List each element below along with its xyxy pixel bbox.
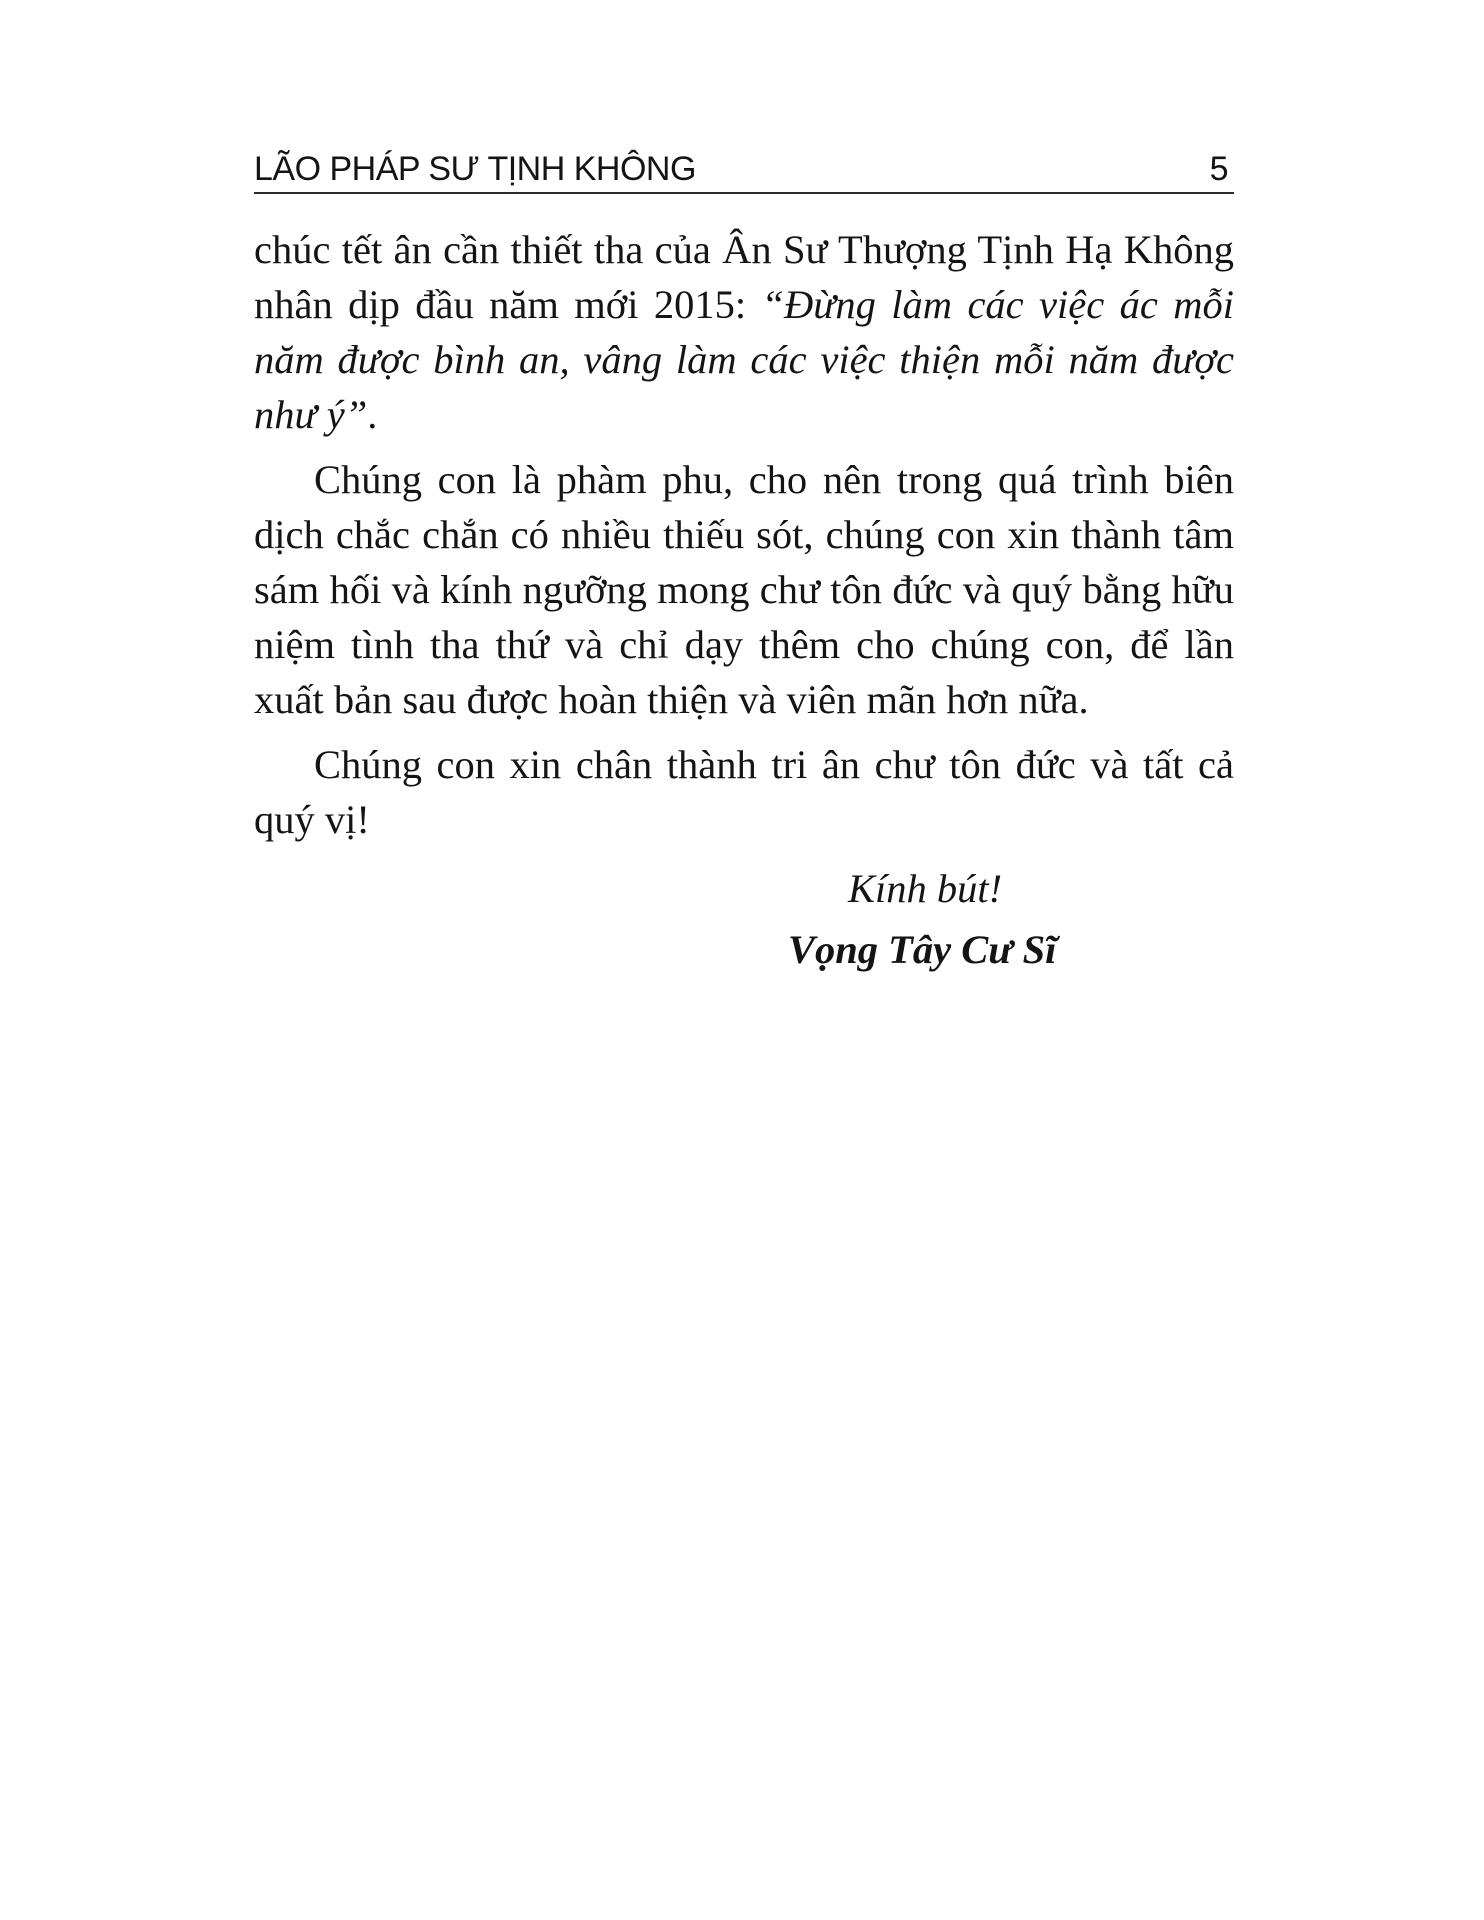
page-number: 5 (1209, 150, 1228, 188)
paragraph-1-end: . (367, 392, 378, 437)
running-header (254, 140, 1234, 194)
signature: Vọng Tây Cư Sĩ (788, 927, 1057, 972)
new-year-quote: “Đừng làm các việc ác mỗi năm được bình an, vâng làm các việc thiện mỗi năm được như ý” (254, 282, 1235, 437)
paragraph-1 (254, 222, 1234, 442)
header-title: LÃO PHÁP SƯ TỊNH KHÔNG (254, 150, 696, 188)
signoff: Kính bút! (848, 866, 1003, 911)
document-page (254, 140, 1234, 977)
paragraph-1-lead: chúc tết ân cần thiết tha của Ân Sư Thượng Tịnh Hạ Không nhân dịp đầu năm mới 2015: (254, 227, 1234, 327)
paragraph-3: Chúng con xin chân thành tri ân chư tôn đức và tất cả quý vị! (254, 742, 1234, 842)
paragraph-2: Chúng con là phàm phu, cho nên trong quá trình biên dịch chắc chắn có nhiều thiếu sót, chúng con xin thành tâm sám hối và kính ngưỡng mong chư tôn đức và quý bằng hữu niệm tình tha thứ và chỉ dạy thêm cho chúng con, để lần xuất bản sau được hoàn thiện và viên mãn hơn nữa. (254, 457, 1234, 722)
